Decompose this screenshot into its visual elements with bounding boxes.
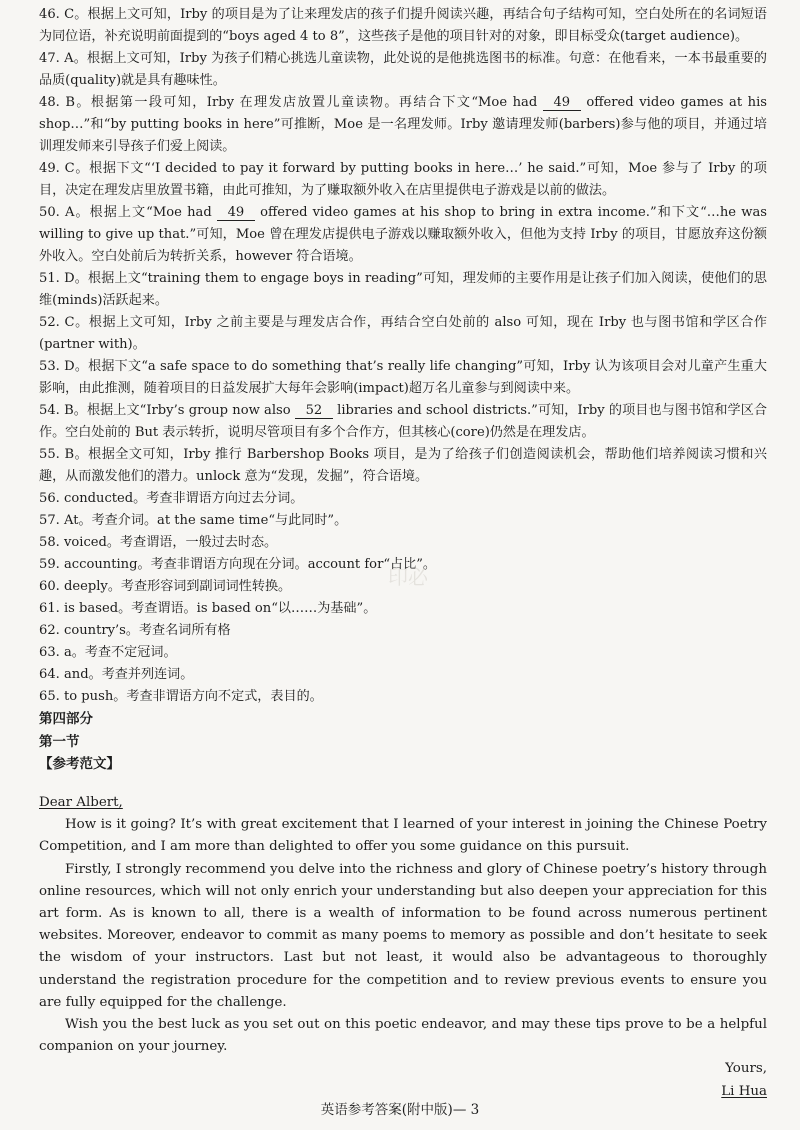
answer-item-62: 62. country’s。考查名词所有格	[39, 623, 231, 638]
answer-item-51: 51. D。根据上文“training them to engage boys in reading”可知，理发师的主要作用是让孩子们加入阅读，使他们的思维(minds)活跃起来。	[39, 271, 767, 308]
answer-item-61: 61. is based。考查谓语。is based on“以……为基础”。	[39, 601, 377, 616]
section-part-heading: 第四部分	[39, 711, 93, 727]
section-subsection-heading: 第一节	[39, 733, 80, 750]
letter-paragraph: Wish you the best luck as you set out on this poetic endeavor, and may these tips prove to be a helpful companion on your journey.	[39, 1017, 767, 1055]
answer-item-55: 55. B。根据全文可知，Irby 推行 Barbershop Books 项目，是为了给孩子们创造阅读机会，帮助他们培养阅读习惯和兴趣，从而激发他们的潜力。unlock 意为“发现，发掘”，符合语境。	[39, 447, 767, 484]
answer-item-46: 46. C。根据上文可知，Irby 的项目是为了让来理发店的孩子们提升阅读兴趣，再结合句子结构可知，空白处所在的名词短语为同位语，补充说明前面提到的“boys aged 4 to 8”，这些孩子是他的项目针对的对象，即目标受众(target audience)。	[39, 7, 767, 44]
answer-blank: 52	[295, 403, 333, 419]
answer-item-49: 49. C。根据下文“‘I decided to pay it forward by putting books in here…’ he said.”可知，Moe 参与了 Irby 的项目，决定在理发店里放置书籍，由此可推知，为了赚取额外收入在店里提供电子游戏是以前的做法。	[39, 161, 767, 198]
answer-item-59: 59. accounting。考查非谓语方向现在分词。account for“占比”。	[39, 557, 436, 572]
letter-salutation: Dear Albert,	[39, 795, 123, 810]
letter-paragraph: Firstly, I strongly recommend you delve into the richness and glory of Chinese poetry’s history through online resources, which will not only enrich your understanding but also deepen your appreciation for this art form. As is known to all, there is a wealth of information to be found across numerous pertinent websites. Moreover, endeavor to commit as many poems to memory as possible and don’t hesitate to seek the wisdom of your instructors. Last but not least, it would also be advantageous to thoroughly understand the registration procedure for the competition and to review previous events to ensure you are fully equipped for the challenge.	[39, 861, 767, 1010]
sample-letter	[39, 792, 767, 1103]
answer-item-47: 47. A。根据上文可知，Irby 为孩子们精心挑选儿童读物，此处说的是他挑选图书的标准。句意：在他看来，一本书最重要的品质(quality)就是具有趣味性。	[39, 51, 767, 88]
letter-signature: Li Hua	[721, 1083, 767, 1099]
answer-item-53: 53. D。根据下文“a safe space to do something that’s really life changing”可知，Irby 认为该项目会对儿童产生重大影响，由此推测，随着项目的日益发展扩大每年会影响(impact)超万名儿童参与到阅读中来。	[39, 359, 767, 396]
answer-explanations	[39, 4, 767, 776]
answer-item-50: 50. A。根据上文“Moe had 49 offered video games at his shop to bring in extra income.”和下文“…he was willing to give up that.”可知，Moe 曾在理发店提供电子游戏以赚取额外收入，但他为支持 Irby 的项目，甘愿放弃这份额外收入。空白处前后为转折关系，however 符合语境。	[39, 205, 767, 264]
letter-closing: Yours,	[725, 1061, 767, 1077]
answer-item-60: 60. deeply。考查形容词到副词词性转换。	[39, 579, 292, 594]
answer-item-54: 54. B。根据上文“Irby’s group now also 52 libraries and school districts.”可知，Irby 的项目也与图书馆和学区合作。空白处前的 But 表示转折，说明尽管项目有多个合作方，但其核心(core)仍然是在理发店。	[39, 403, 767, 440]
watermark: 印必	[388, 565, 428, 589]
sample-essay-label: 【参考范文】	[39, 756, 120, 772]
answer-item-48: 48. B。根据第一段可知，Irby 在理发店放置儿童读物。再结合下文“Moe had 49 offered video games at his shop…”和“by putting books in here”可推断，Moe 是一名理发师。Irby 邀请理发师(barbers)参与他的项目，并通过培训理发师来引导孩子们爱上阅读。	[39, 95, 767, 154]
answer-item-56: 56. conducted。考查非谓语方向过去分词。	[39, 491, 304, 506]
answer-item-52: 52. C。根据上文可知，Irby 之前主要是与理发店合作，再结合空白处前的 also 可知，现在 Irby 也与图书馆和学区合作(partner with)。	[39, 315, 767, 352]
answer-blank: 49	[217, 205, 255, 221]
answer-item-58: 58. voiced。考查谓语，一般过去时态。	[39, 535, 278, 550]
answer-item-64: 64. and。考查并列连词。	[39, 667, 194, 682]
answer-item-65: 65. to push。考查非谓语方向不定式，表目的。	[39, 689, 323, 704]
answer-item-63: 63. a。考查不定冠词。	[39, 645, 177, 660]
letter-paragraph: How is it going? It’s with great excitement that I learned of your interest in joining the Chinese Poetry Competition, and I am more than delighted to offer you some guidance on this pursuit.	[39, 817, 767, 855]
answer-blank: 49	[543, 95, 581, 111]
answer-item-57: 57. At。考查介词。at the same time“与此同时”。	[39, 513, 348, 528]
page-footer: 英语参考答案(附中版)— 3	[320, 1102, 480, 1118]
